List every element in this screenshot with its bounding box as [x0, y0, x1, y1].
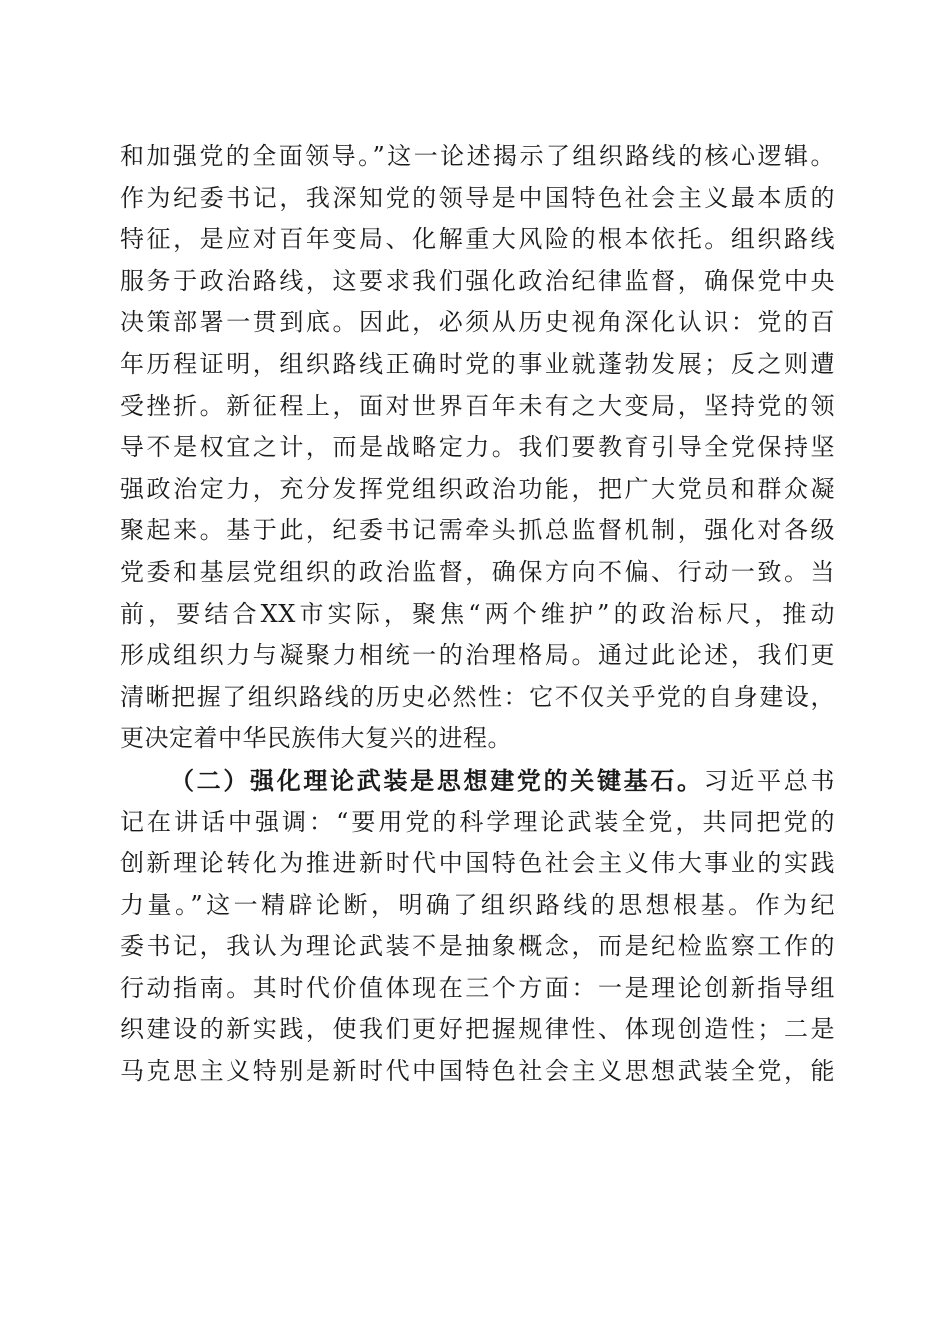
paragraph-1	[120, 136, 835, 760]
text-line: 年历程证明，组织路线正确时党的事业就蓬勃发展；反之则遭	[120, 349, 835, 378]
text-line: 创新理论转化为推进新时代中国特色社会主义伟大事业的实践	[120, 849, 835, 878]
text-line: 和加强党的全面领导。”这一论述揭示了组织路线的核心逻辑。	[120, 142, 835, 170]
text-line: 更决定着中华民族伟大复兴的进程。	[120, 724, 512, 753]
body-text	[120, 136, 835, 1093]
text-line: 服务于政治路线，这要求我们强化政治纪律监督，确保党中央	[120, 266, 835, 295]
text-line: 党委和基层党组织的政治监督，确保方向不偏、行动一致。当	[120, 557, 835, 586]
text-line: 强政治定力，充分发挥党组织政治功能，把广大党员和群众凝	[120, 474, 835, 503]
text-line: 织建设的新实践，使我们更好把握规律性、体现创造性；二是	[120, 1015, 835, 1044]
section-heading-line	[120, 760, 835, 802]
text-line: 决策部署一贯到底。因此，必须从历史视角深化认识：党的百	[120, 308, 835, 337]
text-line: 委书记，我认为理论武装不是抽象概念，而是纪检监察工作的	[120, 932, 835, 961]
text-line: 导不是权宜之计，而是战略定力。我们要教育引导全党保持坚	[120, 433, 835, 462]
text-line: 受挫折。新征程上，面对世界百年未有之大变局，坚持党的领	[120, 391, 835, 420]
text-line: 清晰把握了组织路线的历史必然性：它不仅关乎党的自身建设，	[120, 682, 835, 711]
text-line: 前，要结合XX市实际，聚焦“两个维护”的政治标尺，推动	[120, 599, 835, 628]
text-line: 作为纪委书记，我深知党的领导是中国特色社会主义最本质的	[120, 183, 835, 212]
section-heading: （二）强化理论武装是思想建党的关键基石。	[170, 765, 704, 795]
paragraph-2	[120, 760, 835, 1093]
text-line: 力量。”这一精辟论断，明确了组织路线的思想根基。作为纪	[120, 890, 835, 919]
text-line: 马克思主义特别是新时代中国特色社会主义思想武装全党，能	[120, 1057, 835, 1086]
text-line: 形成组织力与凝聚力相统一的治理格局。通过此论述，我们更	[120, 641, 835, 670]
text-line: 特征，是应对百年变局、化解重大风险的根本依托。组织路线	[120, 225, 835, 254]
text-span: 习近平总书	[703, 766, 835, 795]
text-line: 记在讲话中强调：“要用党的科学理论武装全党，共同把党的	[120, 807, 835, 836]
text-line: 行动指南。其时代价值体现在三个方面：一是理论创新指导组	[120, 973, 835, 1002]
text-line: 聚起来。基于此，纪委书记需牵头抓总监督机制，强化对各级	[120, 516, 835, 545]
